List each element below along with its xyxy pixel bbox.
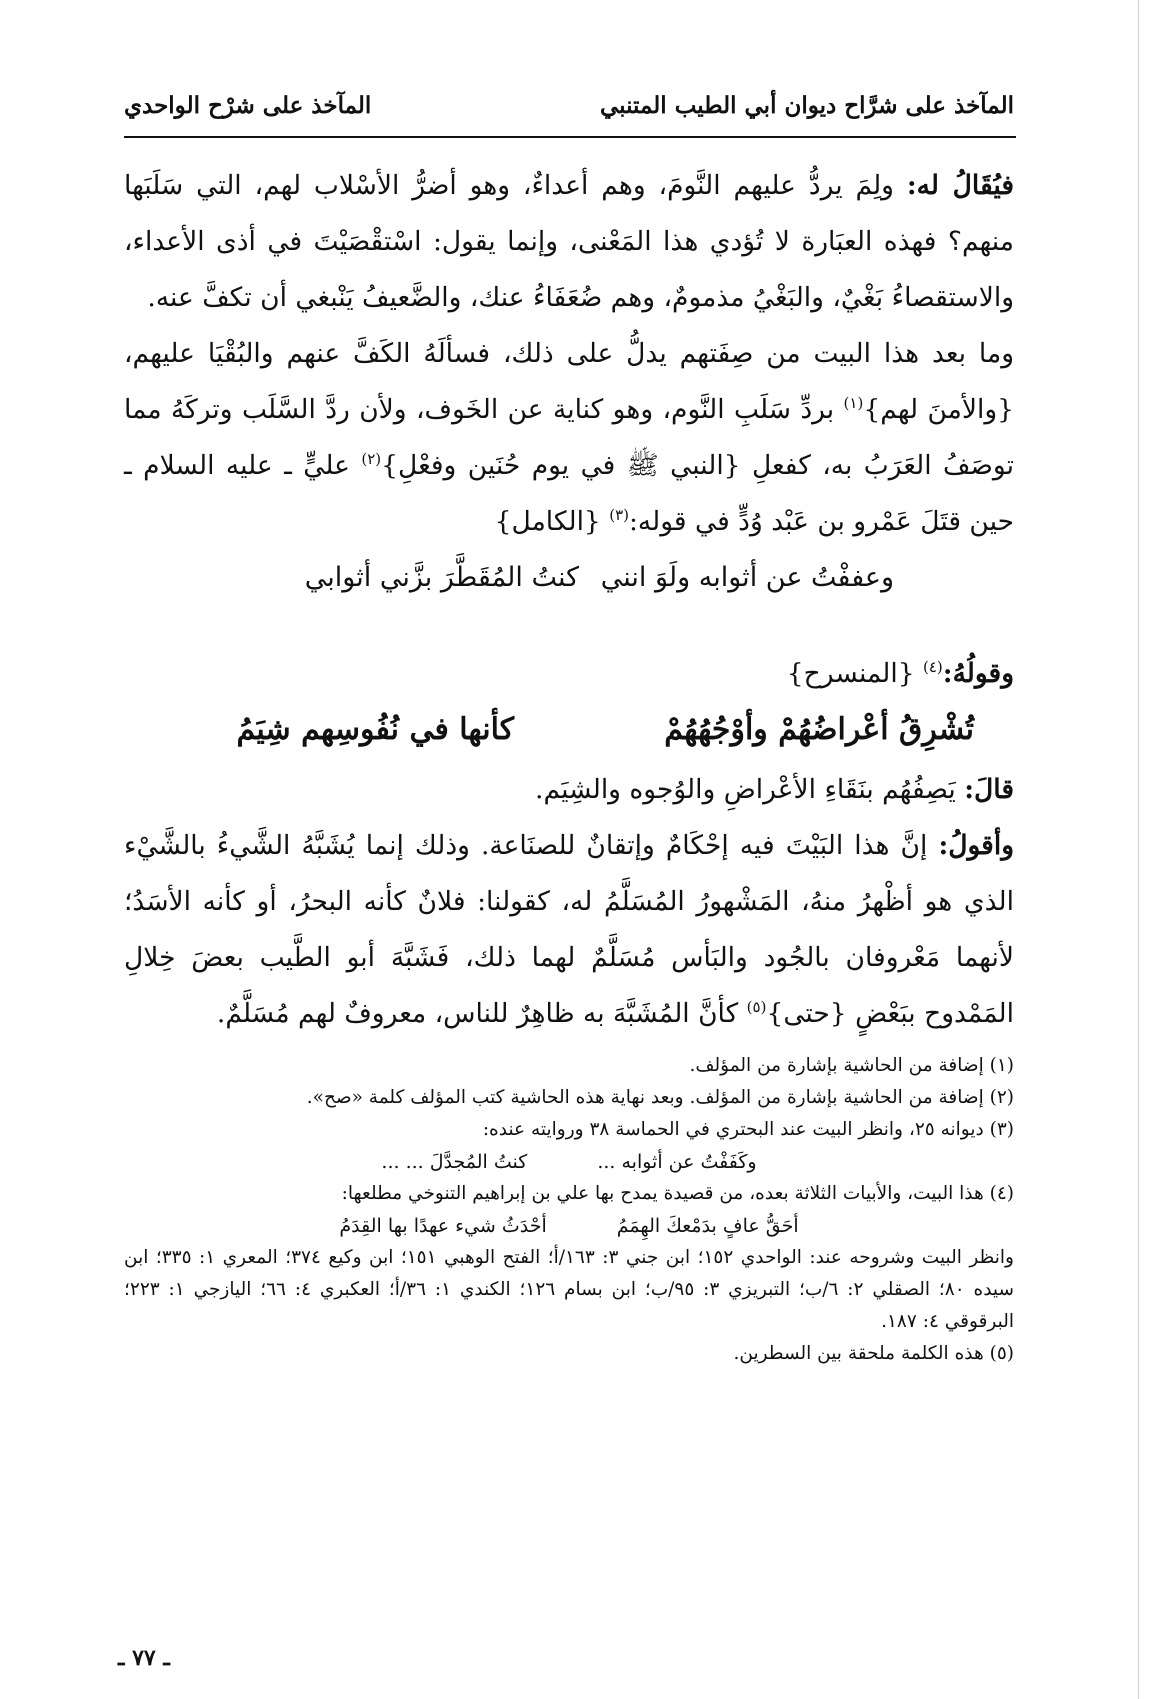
paragraph-5	[124, 818, 1014, 1042]
verse-2-second-hemistich: كأنها في نُفُوسِهم شِيَمُ	[236, 712, 514, 747]
footnote-3: (٣) ديوانه ٢٥، وانظر البيت عند البحتري في الحماسة ٣٨ وروايته عنده:	[482, 1119, 1014, 1140]
header-rule	[124, 136, 1016, 138]
footnote-4: (٤) هذا البيت، والأبيات الثلاثة بعده، من قصيدة يمدح بها علي بن إبراهيم التنوخي مطلعها:	[341, 1183, 1014, 1204]
paragraph-3-lead: وقولُهُ:	[942, 658, 1014, 689]
paragraph-1-lead: فيُقَالُ له:	[906, 170, 1015, 201]
paragraph-4	[124, 762, 1014, 818]
paragraph-3-meter: {المنسرح}	[786, 658, 923, 689]
main-text	[124, 158, 1014, 1042]
paragraph-1-text: ولِمَ يردُّ عليهم النَّومَ، وهم أعداءٌ، وهو أضرُّ الأسْلاب لهم، التي سَلَبَها منهم؟ فهذه العبَارة لا تُؤدي هذا المَعْنى، وإنما يقول: اسْتقْصَيْتَ في أذى الأعداء، والاستقصاءُ بَغْيٌ، والبَغْيُ مذمومٌ، وهم ضُعَفَاءُ عنك، والضَّعيفُ يَنْبغي أن تكفَّ عنه.	[124, 170, 1014, 313]
footnote-5: (٥) هذه الكلمة ملحقة بين السطرين.	[733, 1343, 1014, 1364]
footnote-ref-3: (٣)	[609, 506, 629, 525]
header-section-title: المآخذ على شرْح الواحدي	[124, 92, 372, 119]
verse-1-second-hemistich: كنتُ المُقَطَّرَ بزَّني أثوابي	[304, 562, 579, 593]
paragraph-4-lead: قالَ:	[964, 774, 1014, 805]
paragraph-5-lead: وأقولُ:	[938, 830, 1014, 861]
paragraph-2-text-b: بردِّ سَلَبِ النَّوم، وهو كناية عن الخَوف، ولأن ردَّ السَّلَب وتركَهُ مما توصَفُ العَرَبُ به، كفعلِ {النبي ﷺ في يوم حُنَين وفعْلِ}	[124, 394, 1014, 481]
running-header	[124, 84, 1014, 134]
footnotes	[124, 1050, 1014, 1370]
footnote-4-verse	[124, 1210, 1014, 1242]
page-number: ـ ٧٧ ـ	[118, 1645, 170, 1671]
page-edge-line	[1138, 0, 1139, 1699]
paragraph-2	[124, 326, 1014, 550]
footnote-ref-4: (٤)	[923, 658, 943, 677]
paragraph-2-text-c: عليٍّ ـ عليه السلام ـ حين قتَلَ عَمْرو بن عَبْد وُدٍّ في قوله:	[124, 450, 1014, 537]
footnote-4-verse-first: أحَقُّ عافٍ بدَمْعكَ الهِمَمُ	[616, 1215, 799, 1237]
spacer	[124, 606, 1014, 646]
paragraph-4-text: يَصِفُهُم بنَقَاءِ الأعْراضِ والوُجوه والشِيَم.	[535, 774, 965, 805]
footnote-4-verse-second: أحْدَثُ شيء عهدًا بها القِدَمُ	[339, 1215, 547, 1237]
paragraph-3	[124, 646, 1014, 702]
footnote-ref-1: (١)	[843, 394, 864, 413]
footnote-1: (١) إضافة من الحاشية بإشارة من المؤلف.	[689, 1055, 1014, 1076]
paragraph-2-text-a: وما بعد هذا البيت من صِفَتهم يدلُّ على ذلك، فسألَهُ الكَفَّ عنهم والبُقْيَا عليهم، {والأمنَ لهم}	[124, 338, 1015, 425]
paragraph-5-text-b: كأنَّ المُشَبَّهَ به ظاهِرٌ للناس، معروفٌ لهم مُسَلَّمٌ.	[216, 998, 747, 1029]
footnote-3-verse-first: وكَفَفْتُ عن أثوابه ...	[597, 1151, 757, 1173]
footnote-ref-5: (٥)	[746, 998, 767, 1017]
paragraph-1	[124, 158, 1014, 326]
footnote-3-verse-second: كنتُ المُجدَّلَ ... ...	[381, 1151, 528, 1173]
header-book-title: المآخذ على شرَّاح ديوان أبي الطيب المتنبي	[600, 92, 1014, 119]
verse-2	[124, 702, 1014, 758]
verse-1-first-hemistich: وعففْتُ عن أثوابه ولَوَ انني	[600, 562, 894, 593]
footnote-4-references: وانظر البيت وشروحه عند: الواحدي ١٥٢؛ ابن جني ٣: ١٦٣/أ؛ الفتح الوهبي ١٥١؛ ابن وكيع ٣٧٤؛ المعري ١: ٣٣٥؛ ابن سيده ٨٠؛ الصقلي ٢: ٦/ب؛ التبريزي ٣: ٩٥/ب؛ ابن بسام ١٢٦؛ الكندي ١: ٣٦/أ؛ العكبري ٤: ٦٦؛ اليازجي ١: ٢٢٣؛ البرقوقي ٤: ١٨٧.	[124, 1247, 1014, 1332]
footnote-3-verse	[124, 1146, 1014, 1178]
paragraph-2-meter: {الكامل}	[494, 506, 610, 537]
footnote-ref-2: (٢)	[361, 450, 382, 469]
verse-1	[124, 550, 1014, 606]
footnote-2: (٢) إضافة من الحاشية بإشارة من المؤلف. وبعد نهاية هذه الحاشية كتب المؤلف كلمة «صح».	[306, 1087, 1014, 1108]
paragraph-5-text-a: إنَّ هذا البَيْتَ فيه إحْكَامٌ وإتقانٌ للصنَاعة. وذلك إنما يُشَبَّهُ الشَّيءُ بالشَّيْء الذي هو أظْهرُ منهُ، المَشْهورُ المُسَلَّمُ له، كقولنا: فلانٌ كأنه البحرُ، أو كأنه الأسَدُ؛ لأنهما مَعْروفان بالجُود والبَأس مُسَلَّمٌ لهما ذلك، فَشَبَّهَ أبو الطَّيب بعضَ خِلالِ المَمْدوح ببَعْضٍ {حتى}	[124, 830, 1014, 1029]
verse-2-first-hemistich: تُشْرِقُ أعْراضُهُمْ وأوْجُهُهُمْ	[664, 712, 974, 747]
